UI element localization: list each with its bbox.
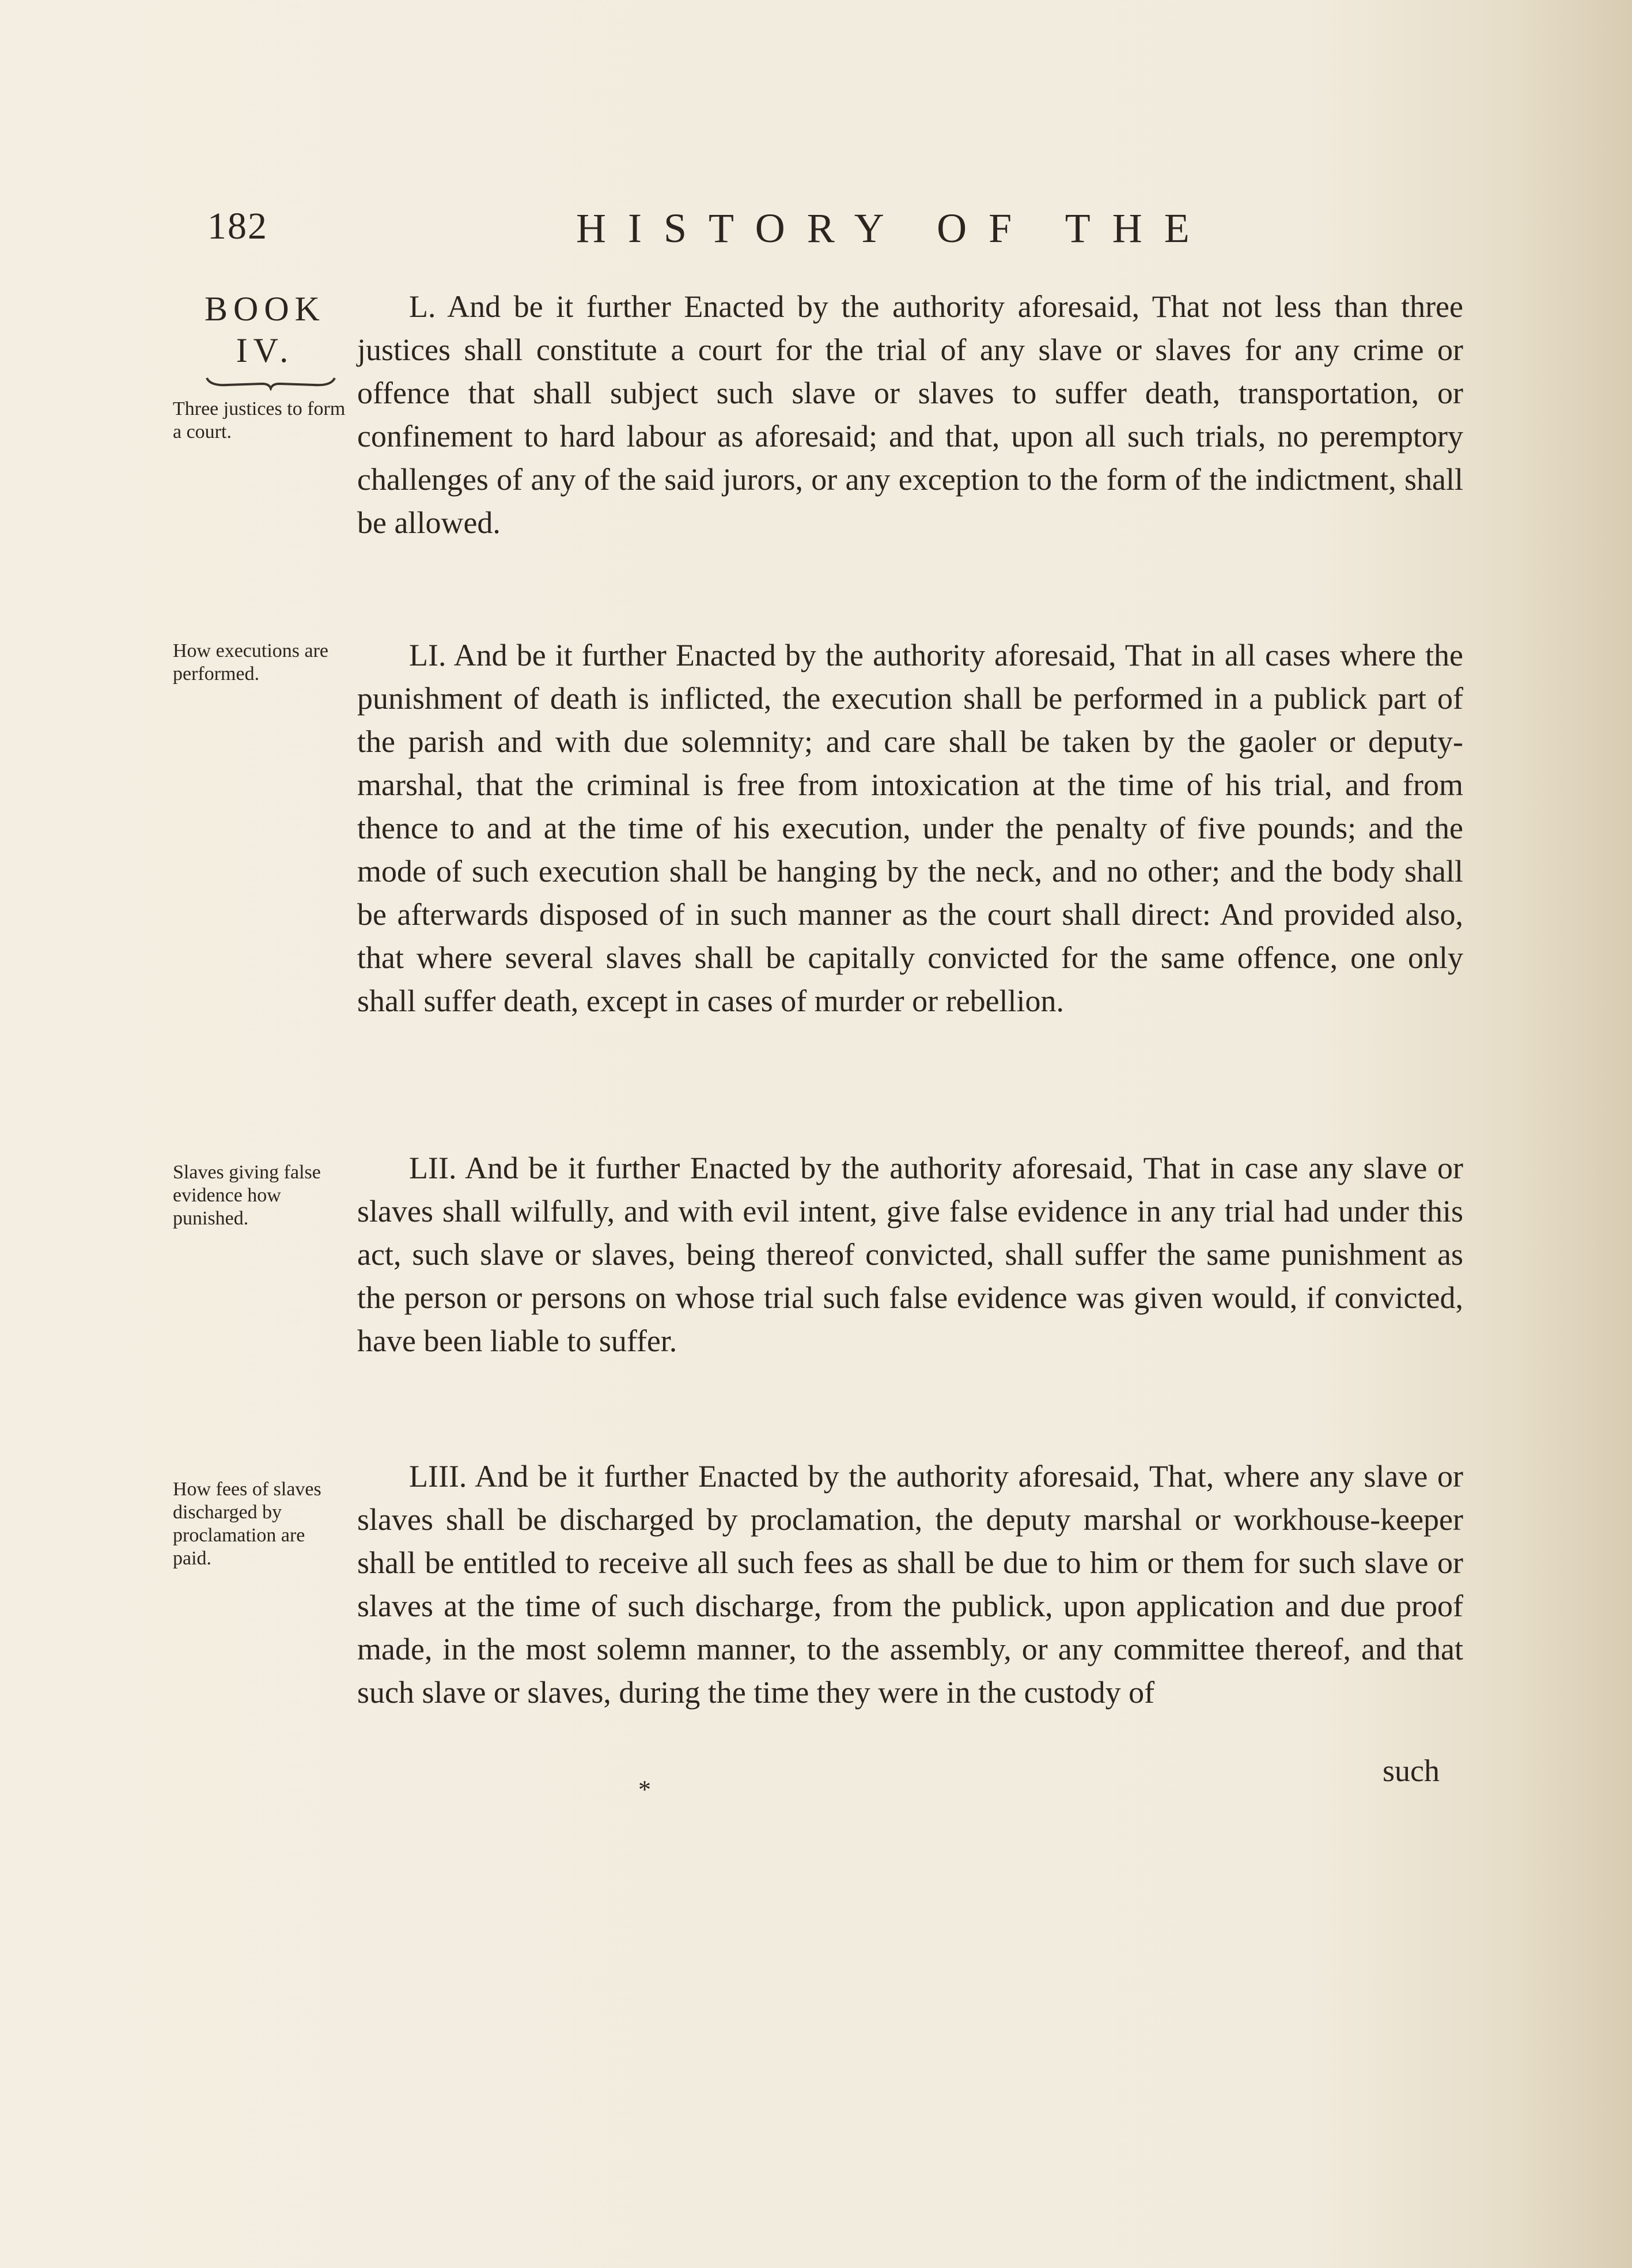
brace-ornament	[205, 373, 337, 391]
section-liii-text: LIII. And be it further Enacted by the authority aforesaid, That, where any slave or slaves shall be discharged by proclamation, the deputy marshal or workhouse-keeper shall be entitled to receive all such fees as shall be due to him or them for such slave or slaves at the time of such discharge, from the publick, upon application and due proof made, in the most solemn manner, to the assembly, or any committee thereof, and that such slave or slaves, during the time they were in the custody of	[357, 1459, 1463, 1710]
section-lii	[357, 1147, 1463, 1363]
section-l	[357, 285, 1463, 545]
section-l-text: L. And be it further Enacted by the authority aforesaid, That not less than three justices shall constitute a court for the trial of any slave or slaves for any crime or offence that shall subject such slave or slaves to suffer death, transportation, or confinement to hard labour as aforesaid; and that, upon all such trials, no peremptory challenges of any of the said jurors, or any exception to the form of the indictment, shall be allowed.	[357, 289, 1463, 540]
page-number: 182	[207, 205, 268, 247]
catchword: such	[1383, 1753, 1440, 1788]
margin-note-fees: How fees of slaves discharged by proclamation are paid.	[173, 1479, 321, 1569]
book-label	[187, 288, 343, 371]
section-lii-text: LII. And be it further Enacted by the authority aforesaid, That in case any slave or slaves shall wilfully, and with evil intent, give false evidence in any trial had under this act, such slave or slaves, being thereof convicted, shall suffer the same punishment as the person or persons on whose trial such false evidence was given would, if convicted, have been liable to suffer.	[357, 1151, 1463, 1358]
margin-note-false-evidence: Slaves giving false evidence how punished.	[173, 1162, 321, 1229]
running-head: HISTORY OF THE	[576, 205, 1211, 251]
book-label-line2: IV.	[236, 331, 294, 369]
margin-note-executions: How executions are performed.	[173, 640, 329, 685]
section-liii	[357, 1455, 1463, 1714]
signature-mark: *	[638, 1775, 651, 1804]
section-li-text: LI. And be it further Enacted by the authority aforesaid, That in all cases where the punishment of death is inflicted, the execution shall be performed in a publick part of the parish and with due solemnity; and care shall be taken by the gaoler or deputy-marshal, that the criminal is free from intoxication at the time of his trial, and from thence to and at the time of his execution, under the penalty of five pounds; and the mode of such execution shall be hanging by the neck, and no other; and the body shall be afterwards disposed of in such manner as the court shall direct: And provided also, that where several slaves shall be capitally convicted for the same offence, one only shall suffer death, except in cases of murder or rebellion.	[357, 638, 1463, 1018]
section-li	[357, 634, 1463, 1023]
page-header	[196, 205, 1463, 268]
book-label-line1: BOOK	[204, 290, 325, 328]
margin-note-three-justices: Three justices to form a court.	[173, 398, 346, 443]
